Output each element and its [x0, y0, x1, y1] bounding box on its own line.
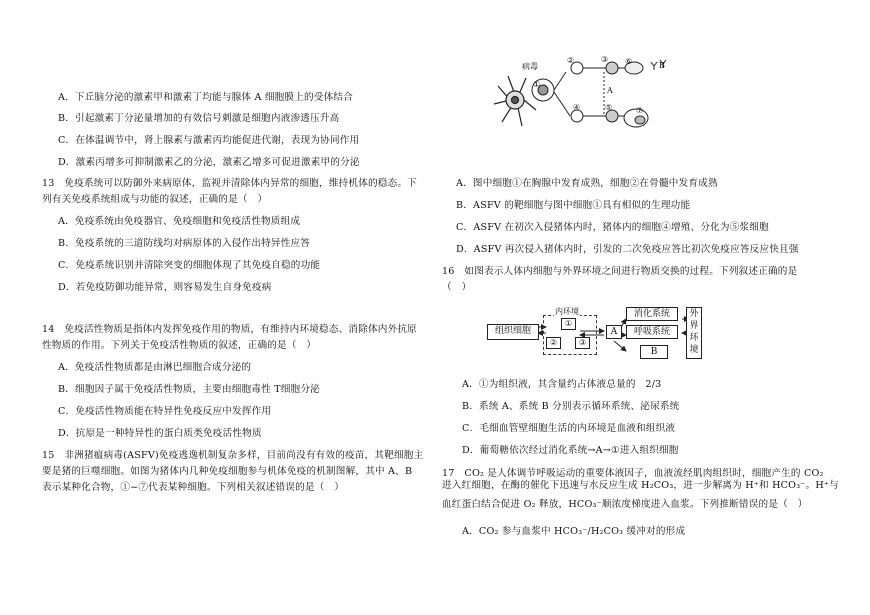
q13-option-b: B．免疫系统的三道防线均对病原体的入侵作出特异性应答 [58, 238, 311, 249]
compound-a-label: A [607, 86, 613, 95]
respiratory-system-box: 呼吸系统 [626, 325, 678, 339]
q16-option-c: C．毛细血管壁细胞生活的内环境是血液和组织液 [462, 423, 676, 434]
cell-label-5: ⑤ [605, 103, 613, 112]
internal-environment-label: 内环境 [555, 307, 579, 316]
q15-stem-line-3: 表示某种化合物，①~⑦代表某种细胞。下列相关叙述错误的是（ ） [42, 482, 345, 493]
q15-stem-line-2: 要是猪的巨噬细胞。如图为猪体内几种免疫细胞参与机体免疫的机制图解，其中 A、B [42, 466, 413, 477]
fluid-1-box: ① [561, 318, 576, 330]
system-b-box: B [640, 345, 668, 359]
q16-option-b: B．系统 A、系统 B 分别表示循环系统、泌尿系统 [462, 401, 680, 412]
q17-stem-line-1: 17 CO₂ 是人体调节呼吸运动的重要体液因子，血液流经肌肉组织时，细胞产生的 CO₂ [442, 468, 824, 479]
q13-option-c: C．免疫系统识别并清除突变的细胞体现了其免疫自稳的功能 [58, 260, 321, 271]
q14-option-a: A．免疫活性物质都是由淋巴细胞合成分泌的 [58, 362, 252, 373]
q12-option-b: B．引起激素丁分泌量增加的有效信号刺激是细胞内液渗透压升高 [58, 113, 340, 124]
q12-option-a: A．下丘脑分泌的激素甲和激素丁均能与腺体 A 细胞膜上的受体结合 [58, 92, 353, 103]
q14-option-d: D．抗原是一种特异性的蛋白质类免疫活性物质 [58, 428, 262, 439]
q13-option-d: D．若免疫防御功能异常，则容易发生自身免疫病 [58, 282, 272, 293]
digestive-system-box: 消化系统 [626, 307, 678, 321]
q13-stem-line-1: 13 免疫系统可以防御外来病原体，监视并清除体内异常的细胞，维持机体的稳态。下 [42, 178, 417, 189]
q17-stem-line-2: 进入红细胞，在酶的催化下迅速与水反应生成 H₂CO₃，进一步解离为 H⁺和 HCO₃⁻。H⁺与 [442, 480, 839, 491]
q16-stem-line-1: 16 如图表示人体内细胞与外界环境之间进行物质交换的过程。下列叙述正确的是 [442, 266, 798, 277]
cell-label-2: ② [567, 56, 575, 65]
q15-option-b: B．ASFV 的靶细胞与图中细胞①具有相似的生理功能 [456, 200, 691, 211]
q17-stem-line-3: 血红蛋白结合促进 O₂ 释放，HCO₃⁻顺浓度梯度进入血浆。下列推断错误的是（ ） [442, 499, 808, 510]
system-a-box: A [606, 325, 622, 339]
q16-stem-line-2: （ ） [442, 282, 472, 293]
cell-label-3: ③ [601, 55, 609, 64]
cell-label-7: ⑦ [636, 106, 644, 115]
external-environment-box: 外界环境 [686, 307, 702, 359]
cell-label-6: ⑥ [625, 57, 633, 66]
q17-option-a: A．CO₂ 参与血浆中 HCO₃⁻/H₂CO₃ 缓冲对的形成 [462, 526, 686, 537]
virus-label: 病毒 [522, 62, 538, 71]
immune-cell-diagram [488, 50, 678, 140]
q14-stem-line-1: 14 免疫活性物质是指体内发挥免疫作用的物质，有维持内环境稳态、消除体内外抗原 [42, 324, 417, 335]
fluid-3-box: ③ [575, 337, 590, 349]
q13-stem-line-2: 列有关免疫系统组成与功能的叙述，正确的是（ ） [42, 194, 268, 205]
q16-option-d: D．葡萄糖依次经过消化系统→A→①进入组织细胞 [462, 445, 679, 456]
q12-option-c: C．在体温调节中，肾上腺素与激素丙均能促进代谢，表现为协同作用 [58, 135, 360, 146]
q15-option-a: A．图中细胞①在胸腺中发育成熟，细胞②在骨髓中发育成熟 [456, 178, 718, 189]
q15-stem-line-1: 15 非洲猪瘟病毒(ASFV)免疫逃逸机制复杂多样，目前尚没有有效的疫苗，其靶细胞主 [42, 450, 424, 461]
tissue-cell-box: 组织细胞 [487, 324, 539, 340]
cell-label-4: ④ [573, 103, 581, 112]
q12-option-d: D．激素丙增多可抑制激素乙的分泌，激素乙增多可促进激素甲的分泌 [58, 157, 360, 168]
q14-option-c: C．免疫活性物质能在特异性免疫反应中发挥作用 [58, 406, 272, 417]
compound-b-label: B [659, 61, 665, 70]
q14-option-b: B．细胞因子属于免疫活性物质，主要由细胞毒性 T细胞分泌 [58, 384, 320, 395]
q16-option-a: A．①为组织液，其含量约占体液总量的 2/3 [462, 379, 662, 390]
macrophage-icon [494, 76, 536, 126]
q15-option-c: C．ASFV 在初次入侵猪体内时，猪体内的细胞④增殖、分化为⑤浆细胞 [456, 222, 769, 233]
q15-option-d: D．ASFV 再次侵入猪体内时，引发的二次免疫应答比初次免疫应答反应快且强 [456, 244, 799, 255]
q14-stem-line-2: 性物质的作用。下列关于免疫活性物质的叙述，正确的是（ ） [42, 340, 317, 351]
q13-option-a: A．免疫系统由免疫器官、免疫细胞和免疫活性物质组成 [58, 216, 301, 227]
fluid-2-box: ② [546, 337, 561, 349]
cell-label-1: ① [533, 80, 541, 89]
